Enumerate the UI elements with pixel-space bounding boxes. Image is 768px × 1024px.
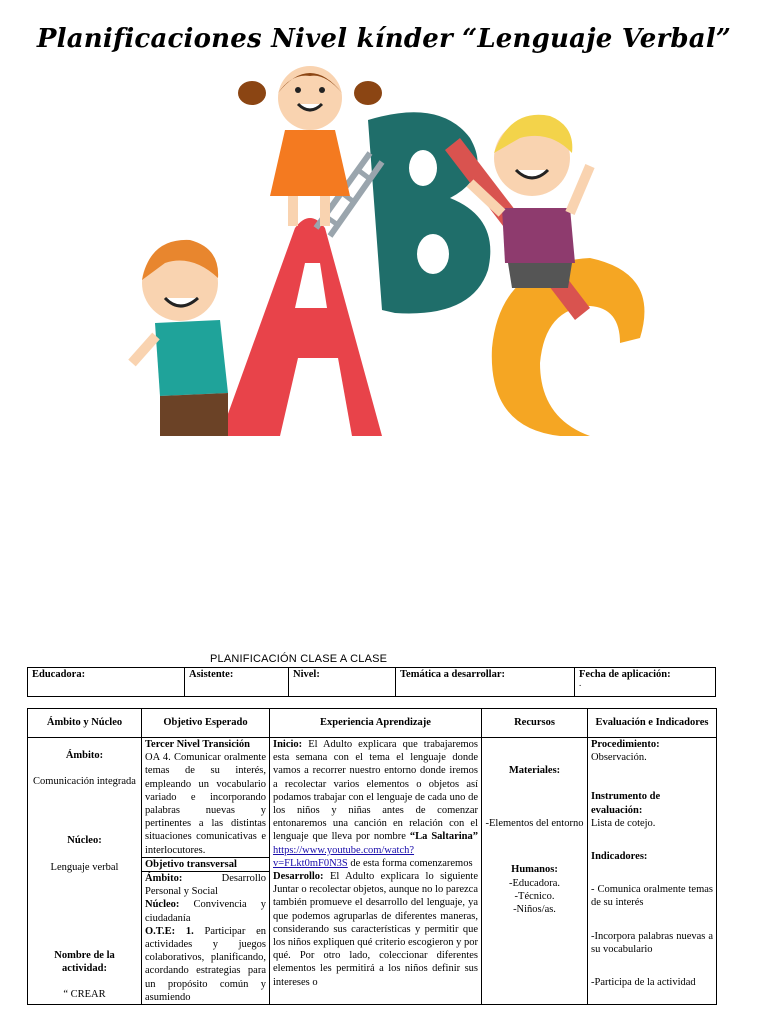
objetivo-cell [142,738,270,1005]
nucleo-value: Lenguaje verbal [50,861,119,873]
col-header-ambito: Ámbito y Núcleo [28,709,142,738]
nivel-transicion: Tercer Nivel Transición [145,739,250,750]
procedimiento-label: Procedimiento: [591,739,660,750]
humanos-item: -Niños/as. [513,904,556,916]
evaluacion-cell [588,738,717,1005]
planning-body-row [28,738,717,1005]
desarrollo-label: Desarrollo: [273,871,324,883]
educadora-label: Educadora: [32,669,86,680]
fecha-field [575,668,716,697]
after-link-text: de esta forma comenzaremos [350,857,473,869]
ambito-value: Comunicación integrada [33,776,136,788]
song-link[interactable]: https://www.youtube.com/watch?v=FLkt0mF0N3S [273,844,415,869]
nivel-field [289,668,396,697]
planning-table [27,708,717,1005]
transversal-ambito-label: Ámbito: [145,873,183,885]
materiales-label: Materiales: [508,765,561,776]
inicio-text: El Adulto explicara que trabajaremos esta semana con el tema el lenguaje donde vamos a recorrer nuestro entorno donde iremos a recolectar varios elementos o objetos así podamos trabajar con el lenguaje de cada uno de los niños y niñas antes de comenzar entonaremos una canción en relación con el lenguaje que lleva por nombre [273,739,478,843]
nivel-label: Nivel: [293,669,320,680]
transversal-ambito-value: Desarrollo Personal y Social [145,873,266,898]
asistente-label: Asistente: [189,669,234,680]
instrumento-label: Instrumento de evaluación: [591,791,661,816]
desarrollo-text: El Adulto explicara lo siguiente Juntar o recolectar objetos, aunque no lo parezca también promueve el desarrollo del lenguaje, ya que podemos agruparlas de diferentes maneras, considerando sus características y permitir que los niños expliquen qué criterio escogieron y por qué. Por otro lado, coleccionar diferentes elementos les permitirá a los niños definir sus intereses o [273,871,479,988]
fecha-label: Fecha de aplicación: [579,669,671,680]
objetivo-transversal: Objetivo transversal [142,857,269,872]
header-table [27,667,716,697]
recursos-cell [482,738,588,1005]
inicio-label: Inicio: [273,739,303,750]
indicador-item: - Comunica oralmente temas de su interés [591,884,713,909]
actividad-label: Nombre de la actividad: [54,949,115,975]
procedimiento-value: Observación. [591,752,647,764]
transversal-nucleo-label: Núcleo: [145,899,180,911]
indicador-item: -Incorpora palabras nuevas a su vocabulario [591,930,713,955]
oa-text: OA 4. Comunicar oralmente temas de su interés, empleando un vocabulario variado e incorporando palabras nuevas y pertinentes a las distintas situaciones comunicativas e interlocutores. [145,752,266,856]
tematica-field [396,668,575,697]
materiales-value: -Elementos del entorno [485,818,584,830]
experiencia-cell [270,738,482,1005]
page-title: Planificaciones Nivel kínder “Lenguaje Verbal” [36,24,732,54]
col-header-evaluacion: Evaluación e Indicadores [588,709,717,738]
ambito-label: Ámbito: [65,750,104,761]
letter-b-shape [368,112,490,313]
song-title: “La Saltarina” [409,831,478,843]
col-header-recursos: Recursos [482,709,588,738]
asistente-field [185,668,289,697]
educadora-field [28,668,185,697]
col-header-objetivo: Objetivo Esperado [142,709,270,738]
ote-label: O.T.E: 1. [145,925,194,937]
actividad-value: “ CREAR [63,989,106,1001]
humanos-item: -Educadora. [508,877,560,889]
planning-header-row [28,709,717,738]
indicadores-label: Indicadores: [591,851,648,863]
plan-caption: PLANIFICACIÓN CLASE A CLASE [210,653,388,665]
col-header-experiencia: Experiencia Aprendizaje [270,709,482,738]
humanos-label: Humanos: [511,864,558,876]
indicador-item: -Participa de la actividad [591,977,696,989]
nucleo-label: Núcleo: [67,835,102,847]
instrumento-value: Lista de cotejo. [591,817,656,829]
abc-kids-illustration [120,58,660,438]
tematica-label: Temática a desarrollar: [400,669,505,680]
humanos-item: -Técnico. [514,890,555,902]
transversal-nucleo-value: Convivencia y ciudadanía [145,899,266,924]
ote-value: Participar en actividades y juegos colaborativos, planificando, acordando estrategias para un propósito común y asumiendo [145,925,266,1003]
ambito-cell [28,738,142,1005]
fecha-value: . [579,678,582,688]
